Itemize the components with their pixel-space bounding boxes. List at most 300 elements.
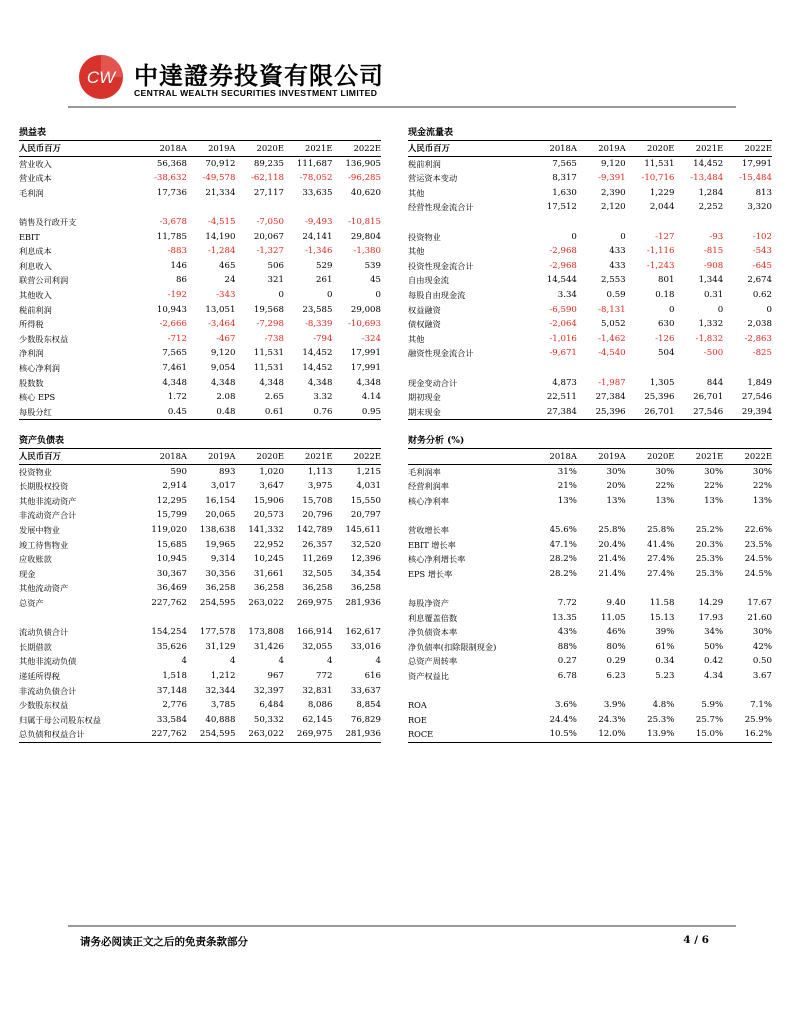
table-row (408, 538, 772, 553)
cell-value: 772 (316, 670, 333, 681)
cell-value: -1,116 (646, 246, 675, 257)
cell-value (332, 611, 381, 626)
cell-value: 0 (326, 289, 333, 300)
cell-value: 10.5% (528, 727, 577, 742)
row-label: 发展中物业 (19, 524, 60, 535)
row-label (408, 215, 528, 230)
cell-value: 25.9% (744, 714, 772, 725)
cell-value: 61% (655, 641, 675, 652)
cell-value: 24,141 (302, 231, 333, 242)
cell-value: 893 (219, 466, 236, 477)
row-label: 利息覆盖倍数 (408, 612, 458, 623)
table-row (408, 200, 772, 215)
cell-value: 46% (606, 627, 626, 638)
table-row (408, 567, 772, 582)
year-header: 2019A (577, 141, 626, 156)
cell-value: 539 (364, 260, 381, 271)
cell-value: 22% (655, 481, 675, 492)
cell-value: 1,630 (552, 187, 577, 198)
row-label: 期末现金 (408, 405, 528, 420)
row-label: 现金 (19, 568, 36, 579)
year-header: 2018A (138, 449, 187, 464)
cell-value: -1,243 (646, 260, 675, 271)
cell-value: 4 (278, 656, 284, 667)
cell-value (723, 684, 772, 699)
row-label: EBIT 增长率 (408, 539, 456, 550)
cell-value: 1,332 (698, 319, 724, 330)
cell-value: 47.1% (549, 539, 577, 550)
cell-value (577, 581, 626, 596)
row-label: 利息成本 (19, 246, 52, 257)
cell-value: 9,054 (210, 362, 236, 373)
section-title: 损益表 (19, 127, 381, 141)
cell-value: 22% (752, 481, 772, 492)
cell-value: 0.95 (332, 405, 381, 420)
cell-value: 33,635 (302, 187, 333, 198)
cell-value: 506 (267, 260, 284, 271)
cell-value: -738 (264, 333, 284, 344)
cell-value: 15,708 (302, 495, 333, 506)
row-label: 债权融资 (408, 319, 441, 330)
cell-value: 0.76 (284, 405, 333, 420)
table-row (19, 332, 381, 347)
cell-value: 254,595 (199, 597, 236, 608)
cell-value: -192 (167, 289, 187, 300)
table-row (19, 215, 381, 230)
cell-value: 10,245 (253, 554, 284, 565)
page-number: 4 / 6 (683, 934, 709, 946)
cell-value: 3,785 (210, 700, 236, 711)
cell-value (674, 581, 723, 596)
cell-value: -815 (703, 246, 724, 257)
company-name-cn: 中達證券投資有限公司 (134, 62, 384, 90)
table-row (408, 727, 772, 742)
table-header-row (408, 449, 772, 464)
cell-value: 17,991 (350, 348, 381, 359)
cell-value: -343 (216, 289, 236, 300)
cell-value: 263,022 (248, 597, 284, 608)
cell-value: 3,320 (747, 202, 772, 213)
cell-value: 33,637 (350, 685, 381, 696)
cell-value: 1,212 (210, 670, 236, 681)
table-row (19, 494, 381, 509)
cell-value (577, 684, 626, 699)
row-label: 归属于母公司股东权益 (19, 714, 101, 725)
balance-sheet-panel (19, 435, 381, 743)
year-header: 2021E (674, 141, 723, 156)
cell-value: -3,464 (207, 319, 236, 330)
cell-value: 80% (606, 641, 626, 652)
row-label: 投资物业 (19, 466, 52, 477)
cell-value: 70,912 (205, 158, 236, 169)
row-label: 少数股东权益 (19, 333, 69, 344)
cell-value: 1,020 (259, 466, 284, 477)
cell-value: 30% (606, 466, 626, 477)
row-label: 流动负债合计 (19, 627, 69, 638)
row-label: 资产权益比 (408, 670, 449, 681)
financial-ratios-panel (408, 435, 772, 743)
cell-value: 4.34 (704, 670, 724, 681)
table-row (19, 669, 381, 684)
cell-value: 14,452 (302, 362, 333, 373)
cell-value: 177,578 (199, 627, 236, 638)
cell-value: 0.50 (752, 656, 772, 667)
cell-value: 27,384 (595, 392, 626, 403)
cell-value: 13.9% (626, 727, 675, 742)
cell-value: 16.2% (723, 727, 772, 742)
table-row (19, 508, 381, 523)
cell-value (577, 215, 626, 230)
table-row (19, 611, 381, 626)
cell-value: 145,611 (345, 524, 381, 535)
data-table (19, 449, 381, 743)
cell-value: 21.4% (598, 568, 626, 579)
cell-value: 29,394 (723, 405, 772, 420)
data-table (408, 141, 772, 420)
cell-value: 1,229 (649, 187, 675, 198)
cell-value: 25.8% (598, 524, 626, 535)
cell-value: 39% (655, 627, 675, 638)
cell-value: 141,332 (248, 524, 284, 535)
row-label: 营业成本 (19, 173, 52, 184)
table-row (19, 464, 381, 479)
cell-value: -10,693 (348, 319, 381, 330)
year-header: 2020E (235, 449, 284, 464)
cell-value: -500 (703, 348, 724, 359)
cell-value (577, 361, 626, 376)
cell-value: 31,426 (253, 641, 284, 652)
table-header-row (19, 141, 381, 156)
cell-value: 813 (755, 187, 772, 198)
row-label: 每股分红 (19, 405, 138, 420)
cell-value: 4.8% (652, 700, 675, 711)
table-row (408, 611, 772, 626)
cell-value: 10,945 (156, 554, 187, 565)
row-label: 其他 (408, 333, 425, 344)
cell-value: 13% (704, 495, 724, 506)
row-label: 经营性现金流合计 (408, 202, 474, 213)
table-row (408, 596, 772, 611)
table-row (19, 259, 381, 274)
table-row (19, 200, 381, 215)
cell-value: 0.31 (704, 289, 724, 300)
logo-text: CW (86, 68, 116, 87)
row-label: 投资物业 (408, 231, 441, 242)
table-row (408, 713, 772, 728)
cell-value: 12,295 (156, 495, 187, 506)
cell-value: 590 (170, 466, 187, 477)
cell-value: 20,796 (302, 510, 333, 521)
cell-value: 24.4% (549, 714, 577, 725)
cell-value: 2,038 (747, 319, 772, 330)
table-row (408, 464, 772, 479)
table-row (408, 625, 772, 640)
cell-value: 14,452 (302, 348, 333, 359)
cell-value: 25.3% (695, 568, 724, 579)
cell-value: 0.18 (655, 289, 675, 300)
year-header: 2020E (235, 141, 284, 156)
cell-value: -883 (167, 246, 187, 257)
company-logo (78, 54, 124, 100)
cell-value: 28.2% (549, 568, 577, 579)
table-row (408, 259, 772, 274)
row-label (408, 361, 528, 376)
table-row (408, 552, 772, 567)
cell-value: -78,052 (299, 173, 333, 184)
cell-value: -1,462 (598, 333, 626, 344)
cell-value: 76,829 (350, 714, 381, 725)
cell-value: 4,348 (259, 377, 284, 388)
cell-value (138, 200, 187, 215)
cell-value: 25.8% (647, 524, 675, 535)
table-row (408, 156, 772, 171)
cell-value: 14.29 (698, 597, 724, 608)
cell-value: 6,484 (259, 700, 284, 711)
cell-value: 13,051 (205, 304, 236, 315)
cell-value: 281,936 (345, 597, 381, 608)
cell-value: 86 (176, 275, 187, 286)
cell-value: 36,258 (350, 583, 381, 594)
cell-value: 27,117 (253, 187, 284, 198)
table-row (19, 303, 381, 318)
cell-value: 11,531 (253, 362, 284, 373)
cell-value: 263,022 (235, 727, 284, 742)
cell-value: 23,585 (302, 304, 333, 315)
row-label: 其他收入 (19, 289, 52, 300)
table-row (19, 538, 381, 553)
table-row (408, 303, 772, 318)
cell-value: 5,052 (601, 319, 626, 330)
cell-value: 504 (658, 348, 675, 359)
cell-value: 465 (219, 260, 236, 271)
cell-value: -7,298 (256, 319, 284, 330)
cell-value: 36,258 (302, 583, 333, 594)
cell-value: 45 (370, 275, 381, 286)
cell-value: 261 (316, 275, 333, 286)
row-label: 毛利润 (19, 187, 44, 198)
cell-value (674, 684, 723, 699)
table-row (19, 625, 381, 640)
cell-value: 173,808 (248, 627, 284, 638)
cell-value: 24.5% (744, 554, 772, 565)
year-header: 2021E (674, 449, 723, 464)
row-label: 营业收入 (19, 158, 52, 169)
cell-value: 616 (364, 670, 381, 681)
cell-value (138, 611, 187, 626)
row-label: 其他非流动资产 (19, 495, 77, 506)
table-row (408, 288, 772, 303)
cell-value: -15,484 (739, 173, 772, 184)
row-label: ROA (408, 700, 427, 711)
cell-value: 2,120 (601, 202, 626, 213)
cell-value (626, 508, 675, 523)
cell-value: 3,017 (210, 481, 236, 492)
table-row (19, 567, 381, 582)
cell-value: 20,797 (350, 510, 381, 521)
cell-value: 20.4% (598, 539, 626, 550)
cell-value: 15.0% (674, 727, 723, 742)
cell-value: -1,380 (353, 246, 381, 257)
table-row (19, 244, 381, 259)
cell-value: 4,348 (307, 377, 333, 388)
table-row (408, 361, 772, 376)
cell-value: 4,348 (356, 377, 381, 388)
cell-value (332, 200, 381, 215)
cell-value: 43% (557, 627, 577, 638)
cell-value: 0 (571, 231, 577, 242)
table-header-row (19, 449, 381, 464)
cell-value: 23.5% (744, 539, 772, 550)
cell-value: 26,701 (693, 392, 724, 403)
cell-value: 7,461 (162, 362, 187, 373)
cell-value: 227,762 (138, 727, 187, 742)
cell-value: -794 (313, 333, 333, 344)
cell-value: 29,008 (350, 304, 381, 315)
cell-value: 62,145 (302, 714, 333, 725)
cell-value: 2,390 (601, 187, 626, 198)
disclaimer-note: 请务必阅读正文之后的免责条款部分 (80, 936, 248, 948)
cell-value: 2,776 (162, 700, 187, 711)
cell-value: 3.6% (555, 700, 577, 711)
table-row (19, 552, 381, 567)
year-header: 2021E (284, 449, 333, 464)
row-label: 权益融资 (408, 304, 441, 315)
table-row (408, 376, 772, 391)
table-row (408, 317, 772, 332)
cell-value: 28.2% (549, 554, 577, 565)
cell-value: 162,617 (345, 627, 381, 638)
row-label: 净负债资本率 (408, 627, 458, 638)
cell-value: 21.4% (598, 554, 626, 565)
header-divider (68, 106, 736, 108)
cell-value: 24 (224, 275, 236, 286)
table-row (19, 405, 381, 420)
section-title: 财务分析 (%) (408, 435, 772, 449)
cell-value: 4 (229, 656, 236, 667)
cell-value: 4,873 (552, 377, 577, 388)
cell-value: 5.9% (701, 700, 724, 711)
row-label: ROE (408, 714, 427, 725)
table-row (408, 332, 772, 347)
cell-value: -49,578 (202, 173, 236, 184)
row-label: 经营利润率 (408, 481, 449, 492)
cell-value: 36,258 (253, 583, 284, 594)
cell-value: -8,131 (598, 304, 626, 315)
cell-value: 4,031 (356, 481, 381, 492)
cell-value: 31,129 (205, 641, 236, 652)
cell-value: 14,544 (546, 275, 577, 286)
cell-value: 30,367 (156, 568, 187, 579)
cell-value: 17,991 (741, 158, 772, 169)
table-row (19, 171, 381, 186)
cell-value (235, 611, 284, 626)
cell-value: 8,086 (307, 700, 333, 711)
table-row (19, 640, 381, 655)
cell-value: 529 (316, 260, 333, 271)
row-label: 每股自由现金流 (408, 289, 466, 300)
cell-value: 20% (606, 481, 626, 492)
year-header: 2019A (187, 449, 236, 464)
cell-value: 7,565 (552, 158, 577, 169)
cell-value: 12,396 (350, 554, 381, 565)
cell-value: -7,050 (256, 216, 284, 227)
cell-value: 0.61 (235, 405, 284, 420)
cell-value: -10,815 (348, 216, 381, 227)
cell-value: 1,215 (356, 466, 381, 477)
cell-value: 13% (752, 495, 772, 506)
cell-value: 30% (752, 627, 772, 638)
cell-value: -10,716 (641, 173, 675, 184)
row-label: 非流动负债合计 (19, 685, 77, 696)
year-header: 2022E (332, 449, 381, 464)
cell-value: 24.3% (598, 714, 626, 725)
cell-value: -2,968 (549, 260, 577, 271)
cell-value: 9.40 (606, 597, 626, 608)
table-row (19, 288, 381, 303)
cell-value (723, 508, 772, 523)
cell-value: 1,305 (649, 377, 675, 388)
cell-value (626, 581, 675, 596)
table-header-row (408, 141, 772, 156)
cell-value: 29,804 (350, 231, 381, 242)
row-label: 其他流动资产 (19, 583, 69, 594)
cell-value: -712 (167, 333, 187, 344)
cell-value: 11,531 (644, 158, 675, 169)
row-label: 所得税 (19, 319, 44, 330)
table-row (19, 361, 381, 376)
cell-value: 40,888 (205, 714, 236, 725)
unit-label: 人民币百万 (408, 141, 528, 156)
cell-value: 7.72 (557, 597, 577, 608)
cell-value: 1,518 (162, 670, 187, 681)
cell-value: 27.4% (647, 568, 675, 579)
cell-value (187, 200, 236, 215)
cell-value: -1,346 (304, 246, 333, 257)
table-row (408, 244, 772, 259)
cell-value: 0 (375, 289, 381, 300)
table-row (408, 654, 772, 669)
cell-value: 9,120 (210, 348, 236, 359)
data-table (408, 449, 772, 743)
cell-value: 321 (267, 275, 284, 286)
cell-value: -1,327 (256, 246, 284, 257)
cell-value: 0 (668, 304, 675, 315)
cell-value: 37,148 (156, 685, 187, 696)
cell-value: 1.72 (167, 392, 187, 403)
cell-value: 1,113 (307, 466, 333, 477)
cell-value: 25.3% (647, 714, 675, 725)
cell-value: 27,384 (528, 405, 577, 420)
cell-value: 1,849 (747, 377, 772, 388)
cell-value: 3,975 (307, 481, 333, 492)
cell-value: -9,493 (304, 216, 333, 227)
year-header: 2019A (187, 141, 236, 156)
cell-value: 22.6% (744, 524, 772, 535)
row-label: 核心净利润 (19, 362, 60, 373)
cell-value: 17,512 (546, 202, 577, 213)
year-header: 2022E (723, 449, 772, 464)
cell-value (528, 361, 577, 376)
cell-value: 3.32 (313, 392, 333, 403)
cell-value: 17.93 (698, 612, 724, 623)
row-label: 每股净资产 (408, 597, 449, 608)
cell-value: -126 (655, 333, 675, 344)
table-row (408, 698, 772, 713)
row-label: ROCE (408, 727, 528, 742)
table-row (408, 186, 772, 201)
cell-value (528, 581, 577, 596)
row-label: 竣工待售物业 (19, 539, 69, 550)
